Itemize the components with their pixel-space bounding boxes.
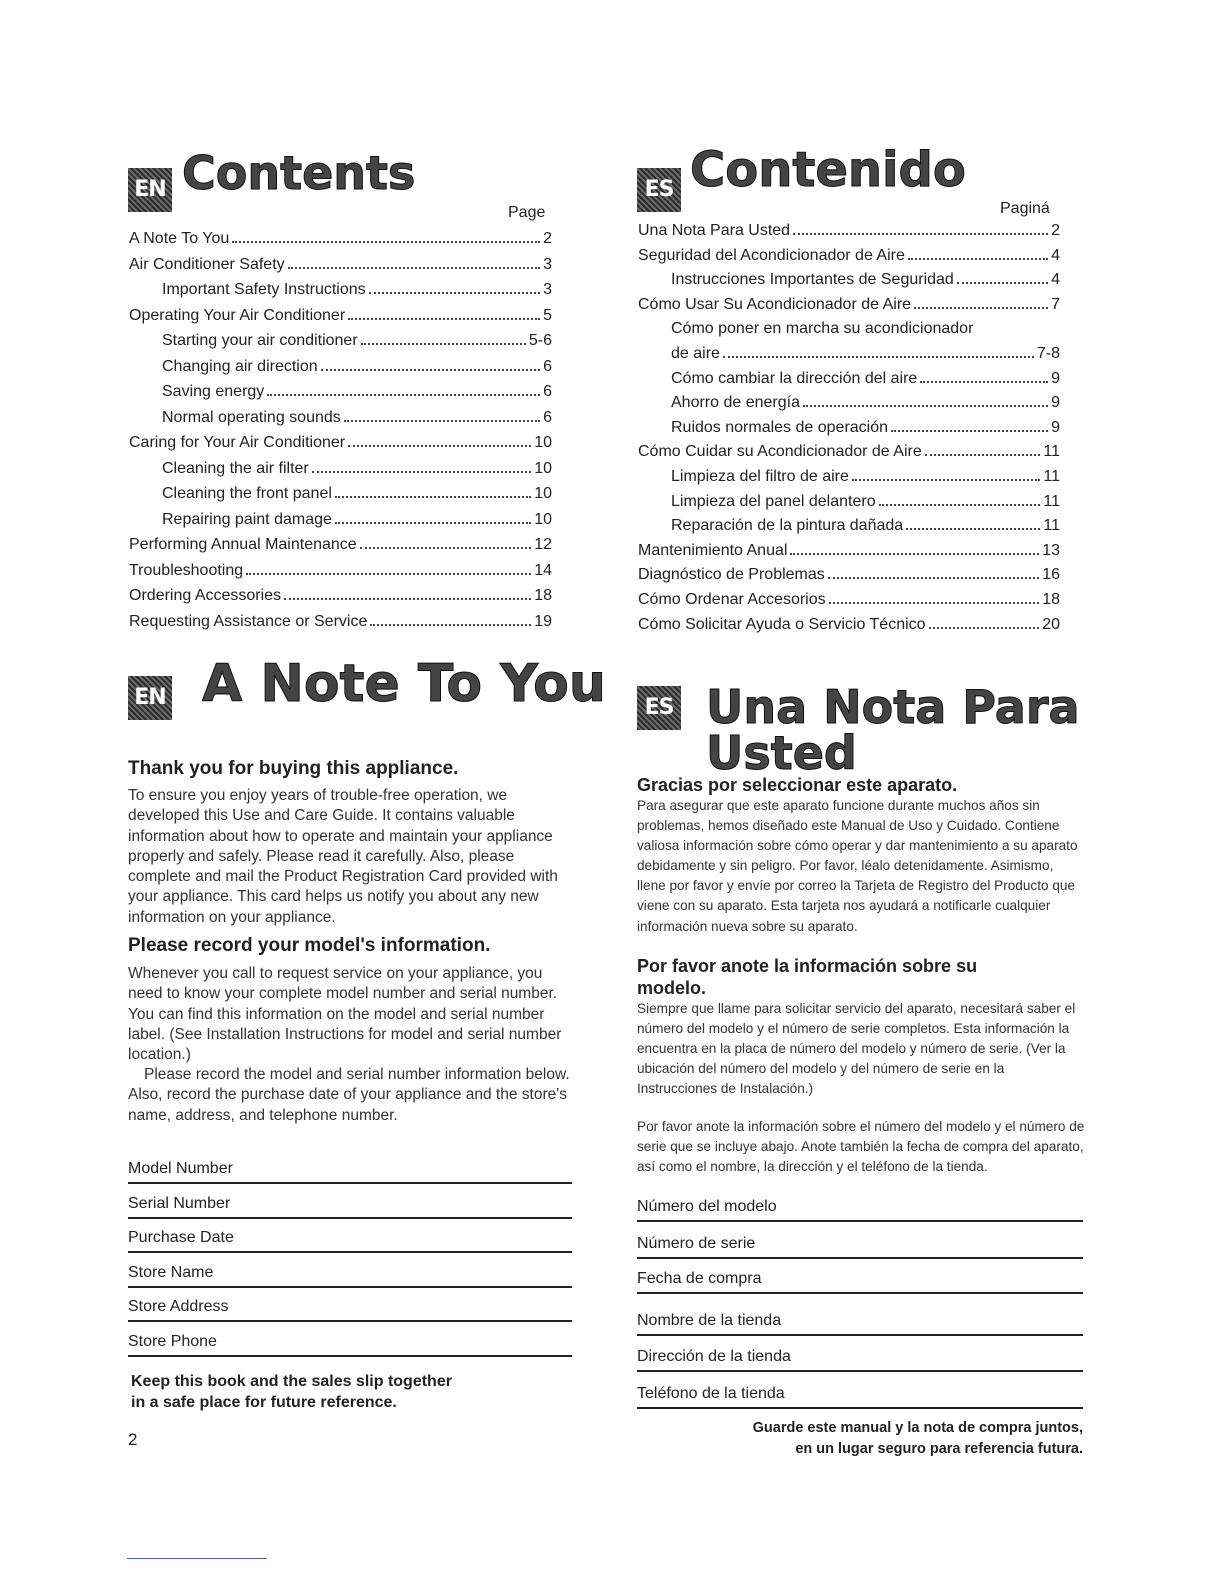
toc-entry-label: Seguridad del Acondicionador de Aire <box>638 246 905 264</box>
toc-leader-dots <box>361 343 526 345</box>
toc-entry-page: 4 <box>1051 271 1060 289</box>
toc-leader-dots <box>321 369 540 371</box>
toc-entry[interactable] <box>129 281 552 307</box>
toc-leader-dots <box>369 292 540 294</box>
toc-entry-page: 16 <box>1042 566 1060 584</box>
toc-leader-dots <box>360 547 532 549</box>
toc-entry[interactable] <box>638 443 1060 468</box>
toc-entry-label: Cómo poner en marcha su acondicionador <box>671 320 974 338</box>
toc-leader-dots <box>906 528 1040 530</box>
numero-serie-field[interactable]: Número de serie <box>637 1235 1083 1259</box>
en-language-badge: EN <box>128 168 172 212</box>
guarde-note-line-1: Guarde este manual y la nota de compra juntos, <box>752 1420 1083 1436</box>
serial-number-field[interactable]: Serial Number <box>128 1195 572 1219</box>
toc-entry-page: 3 <box>543 281 552 298</box>
toc-entry-label: Ruidos normales de operación <box>671 418 889 436</box>
purchase-date-field[interactable]: Purchase Date <box>128 1229 572 1253</box>
toc-entry-page: 7 <box>1051 295 1060 313</box>
toc-entry[interactable] <box>638 493 1060 518</box>
toc-entry-page: 11 <box>1043 517 1060 535</box>
anote-body-1: Siempre que llame para solicitar servicio del aparato, necesitará saber el número del modelo y el número de serie completos. Esta información la encuentra en la placa de número del modelo y número de serie. (Ver la ubicación del número del modelo y del número de serie en la Instrucciones de Instalación.) <box>637 1001 1076 1097</box>
toc-leader-dots <box>335 496 531 498</box>
toc-entry[interactable] <box>638 222 1060 247</box>
toc-entry-page: 2 <box>543 230 552 247</box>
toc-entry-label: Caring for Your Air Conditioner <box>129 434 346 451</box>
toc-entry-label: Cómo cambiar la dirección del aire <box>671 369 918 387</box>
contents-title: Contents <box>182 146 416 200</box>
toc-leader-dots <box>803 405 1048 407</box>
model-number-field[interactable]: Model Number <box>128 1160 572 1184</box>
toc-entry-label: Cleaning the front panel <box>162 485 332 502</box>
toc-entry-label: Mantenimiento Anual <box>638 541 788 559</box>
toc-leader-dots <box>925 454 1041 456</box>
direccion-tienda-field[interactable]: Dirección de la tienda <box>637 1348 1083 1372</box>
toc-entry-page: 9 <box>1051 369 1060 387</box>
toc-entry-page: 5 <box>543 306 552 324</box>
toc-leader-dots <box>852 479 1041 481</box>
gracias-body: Para asegurar que este aparato funcione durante muchos años sin problemas, hemos diseñado este Manual de Uso y Cuidado. Contiene valiosa información sobre cómo operar y dar mantenimiento a su aparato debidamente y sin peligro. Por favor, léalo detenidamente. Asimismo, llene por favor y envíe por correo la Tarjeta de Registro del Producto que viene con su aparato. Esta tarjeta nos ayudará a notificarle cualquier información nueva sobre su aparato. <box>637 798 1078 934</box>
page-number: 2 <box>128 1430 138 1449</box>
anote-body-2: Por favor anote la información sobre el número del modelo y el número de serie que se incluye abajo. Anote también la fecha de compra del aparato, así como el nombre, la dirección y el teléfono de la tienda. <box>637 1119 1085 1175</box>
toc-en <box>129 230 552 638</box>
toc-entry-page: 11 <box>1043 443 1060 461</box>
toc-leader-dots <box>829 602 1040 604</box>
toc-entry-label: Cómo Ordenar Accesorios <box>638 590 826 608</box>
toc-leader-dots <box>312 471 531 473</box>
toc-leader-dots <box>288 267 540 269</box>
toc-entry-page: 11 <box>1043 467 1060 485</box>
toc-page-header: Page <box>508 204 546 221</box>
toc-entry[interactable] <box>129 485 552 511</box>
toc-entry[interactable] <box>129 230 552 256</box>
record-body-1: Whenever you call to request service on your appliance, you need to know your complete model number and serial number. You can find this information on the model and serial number label. (See Installation Instructions for model and serial number location.) <box>128 965 562 1064</box>
toc-entry-page: 10 <box>534 459 552 477</box>
toc-entry-label: Ordering Accessories <box>129 587 282 604</box>
toc-entry-page: 6 <box>543 408 552 426</box>
toc-entry-label: A Note To You <box>129 230 230 247</box>
toc-leader-dots <box>957 282 1048 284</box>
toc-entry[interactable] <box>129 358 552 384</box>
toc-entry-page: 10 <box>534 485 552 502</box>
telefono-tienda-field[interactable]: Teléfono de la tienda <box>637 1385 1083 1409</box>
toc-leader-dots <box>348 318 540 320</box>
toc-entry[interactable] <box>638 517 1060 542</box>
numero-modelo-field[interactable]: Número del modelo <box>637 1198 1083 1222</box>
note-title: A Note To You <box>202 654 606 714</box>
toc-entry-label: Operating Your Air Conditioner <box>129 306 346 324</box>
toc-leader-dots <box>793 233 1048 235</box>
store-name-field[interactable]: Store Name <box>128 1264 572 1288</box>
toc-entry-label: Performing Annual Maintenance <box>129 536 357 553</box>
toc-leader-dots <box>232 241 540 243</box>
toc-leader-dots <box>267 394 540 396</box>
keep-note-line-1: Keep this book and the sales slip together <box>131 1373 452 1390</box>
toc-entry[interactable] <box>129 332 552 358</box>
toc-entry[interactable] <box>129 409 552 435</box>
toc-entry-label: Diagnóstico de Problemas <box>638 566 825 584</box>
toc-entry-page: 12 <box>534 536 552 553</box>
toc-leader-dots <box>284 598 531 600</box>
toc-es-page-header: Paginá <box>1000 200 1050 217</box>
toc-entry-page: 19 <box>534 612 552 630</box>
toc-entry-label: Cómo Usar Su Acondicionador de Aire <box>638 295 912 313</box>
contenido-title: Contenido <box>690 142 966 198</box>
guarde-note-line-2: en un lugar seguro para referencia futura. <box>795 1441 1083 1457</box>
toc-entry-label: Repairing paint damage <box>162 510 332 528</box>
es-language-badge: ES <box>637 168 681 212</box>
toc-entry-page: 9 <box>1051 418 1060 436</box>
toc-entry-page: 10 <box>534 434 552 451</box>
toc-entry-label: Troubleshooting <box>129 561 244 579</box>
toc-entry[interactable] <box>638 345 1060 370</box>
toc-leader-dots <box>348 445 531 447</box>
toc-entry[interactable] <box>129 511 552 537</box>
toc-entry[interactable] <box>638 320 1060 345</box>
fecha-compra-field[interactable]: Fecha de compra <box>637 1270 1083 1294</box>
toc-leader-dots <box>914 307 1048 309</box>
toc-entry-page: 20 <box>1042 615 1060 633</box>
toc-entry-label: Cleaning the air filter <box>162 459 309 477</box>
toc-entry-label: Normal operating sounds <box>162 408 341 426</box>
toc-entry-page: 9 <box>1051 394 1060 412</box>
toc-entry-label: Una Nota Para Usted <box>638 222 791 239</box>
nota-title-line-2: Usted <box>706 726 857 780</box>
toc-entry[interactable] <box>638 566 1060 591</box>
toc-entry[interactable] <box>638 370 1060 395</box>
toc-entry-page: 11 <box>1043 492 1060 510</box>
toc-entry[interactable] <box>129 536 552 562</box>
toc-entry[interactable] <box>129 460 552 486</box>
toc-entry-page: 14 <box>534 561 552 579</box>
toc-entry-label: Saving energy <box>162 383 265 400</box>
toc-entry[interactable] <box>638 616 1060 641</box>
toc-entry-page: 5-6 <box>528 332 552 349</box>
store-phone-field[interactable]: Store Phone <box>128 1333 572 1357</box>
toc-entry[interactable] <box>638 271 1060 296</box>
toc-entry[interactable] <box>129 562 552 588</box>
anote-heading-line-1: Por favor anote la información sobre su <box>637 956 978 976</box>
toc-entry-page: 18 <box>534 587 552 604</box>
thank-heading: Thank you for buying this appliance. <box>128 758 459 779</box>
toc-entry-page: 18 <box>1042 590 1060 608</box>
toc-leader-dots <box>335 522 531 524</box>
store-address-field[interactable]: Store Address <box>128 1298 572 1322</box>
toc-entry-page: 2 <box>1051 222 1060 239</box>
toc-entry-page: 3 <box>543 255 552 273</box>
toc-entry[interactable] <box>638 419 1060 444</box>
toc-entry[interactable] <box>129 256 552 282</box>
toc-entry-label: Starting your air conditioner <box>162 332 358 349</box>
toc-leader-dots <box>908 258 1048 260</box>
toc-entry-label: de aire <box>671 344 720 362</box>
toc-entry-label: Changing air direction <box>162 357 318 375</box>
toc-leader-dots <box>879 504 1041 506</box>
toc-entry[interactable] <box>638 247 1060 272</box>
footer-divider <box>127 1558 267 1559</box>
toc-leader-dots <box>723 356 1034 358</box>
es-language-badge-note: ES <box>637 686 681 730</box>
toc-leader-dots <box>891 430 1048 432</box>
toc-entry-label: Cómo Cuidar su Acondicionador de Aire <box>638 443 922 461</box>
toc-entry-page: 6 <box>543 357 552 375</box>
toc-entry-label: Requesting Assistance or Service <box>129 612 368 630</box>
toc-entry-label: Limpieza del panel delantero <box>671 492 876 510</box>
toc-leader-dots <box>828 577 1039 579</box>
toc-leader-dots <box>790 553 1039 555</box>
toc-leader-dots <box>344 420 540 422</box>
toc-entry-label: Ahorro de energía <box>671 394 800 412</box>
record-heading: Please record your model's information. <box>128 935 491 956</box>
nota-title-line-1: Una Nota Para <box>706 680 1080 734</box>
toc-es <box>638 222 1060 640</box>
anote-heading-line-2: modelo. <box>637 978 707 998</box>
en-language-badge-note: EN <box>128 676 172 720</box>
toc-entry-label: Important Safety Instructions <box>162 281 366 298</box>
toc-entry-page: 13 <box>1042 541 1060 559</box>
toc-entry-page: 4 <box>1051 246 1060 264</box>
record-body-2: Please record the model and serial number information below. Also, record the purchase date of your appliance and the store's name, address, and telephone number. <box>128 1066 570 1124</box>
toc-entry[interactable] <box>638 296 1060 321</box>
nombre-tienda-field[interactable]: Nombre de la tienda <box>637 1312 1083 1336</box>
toc-entry-page: 6 <box>543 383 552 400</box>
toc-entry-label: Cómo Solicitar Ayuda o Servicio Técnico <box>638 615 926 633</box>
toc-entry[interactable] <box>129 613 552 639</box>
toc-entry[interactable] <box>129 383 552 409</box>
toc-entry[interactable] <box>129 434 552 460</box>
toc-entry-page: 10 <box>534 510 552 528</box>
toc-leader-dots <box>246 573 531 575</box>
toc-entry-label: Reparación de la pintura dañada <box>671 517 904 535</box>
thank-body: To ensure you enjoy years of trouble-free operation, we developed this Use and Care Guide. It contains valuable information about how to operate and maintain your appliance properly and safely. Please read it carefully. Also, please complete and mail the Product Registration Card provided with your appliance. This card helps us notify you about any new information on your appliance. <box>128 787 558 926</box>
toc-leader-dots <box>920 381 1048 383</box>
toc-entry[interactable] <box>129 587 552 613</box>
toc-leader-dots <box>929 627 1040 629</box>
toc-entry[interactable] <box>638 591 1060 616</box>
toc-entry[interactable] <box>638 542 1060 567</box>
toc-entry-label: Instrucciones Importantes de Seguridad <box>671 271 954 289</box>
keep-note-line-2: in a safe place for future reference. <box>131 1394 397 1411</box>
toc-entry-label: Air Conditioner Safety <box>129 255 285 273</box>
toc-entry[interactable] <box>638 468 1060 493</box>
gracias-heading: Gracias por seleccionar este aparato. <box>637 775 958 795</box>
toc-leader-dots <box>370 624 531 626</box>
toc-entry-page: 7-8 <box>1036 344 1060 362</box>
toc-entry[interactable] <box>638 394 1060 419</box>
toc-entry-label: Limpieza del filtro de aire <box>671 467 849 485</box>
toc-entry[interactable] <box>129 307 552 333</box>
